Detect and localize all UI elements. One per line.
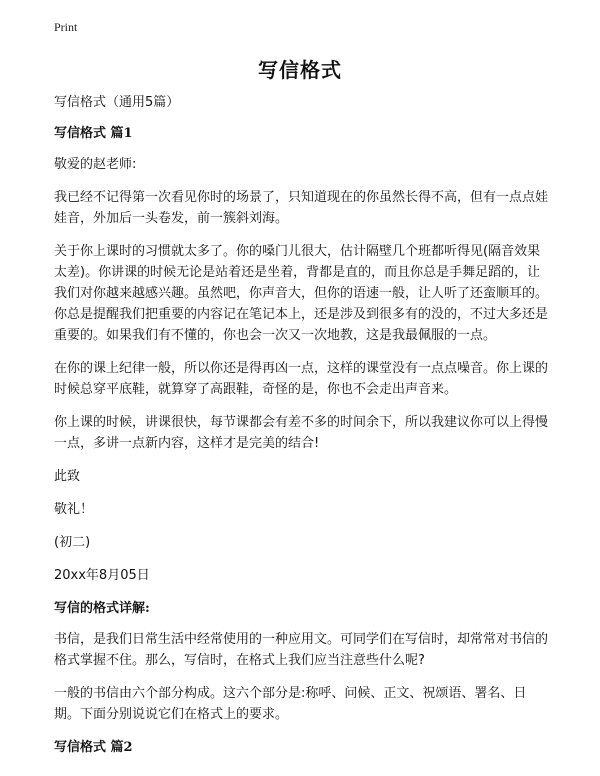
closing-line-1: 此致 xyxy=(54,469,81,484)
salutation: 敬爱的赵老师: xyxy=(54,157,137,172)
section-heading-1: 写信格式 篇1 xyxy=(54,126,133,141)
body-paragraph-1: 我已经不记得第一次看见你时的场景了，只知道现在的你虽然长得不高，但有一点点娃娃音，外加后一头卷发，前一簇斜刘海。 xyxy=(54,190,549,226)
letter-date: 20xx年8月05日 xyxy=(54,568,150,583)
document-subtitle: 写信格式（通用5篇） xyxy=(54,95,180,110)
section-heading-2: 写信格式 篇2 xyxy=(54,740,133,755)
document-title: 写信格式 xyxy=(258,58,342,82)
document-content xyxy=(54,92,548,768)
signature: (初二) xyxy=(54,535,91,550)
body-paragraph-3: 在你的课上纪律一般，所以你还是得再凶一点，这样的课堂没有一点点噪音。你上课的时候总穿平底鞋，就算穿了高跟鞋，奇怪的是，你也不会走出声音来。 xyxy=(54,361,549,397)
explain-paragraph-2: 一般的书信由六个部分构成。这六个部分是:称呼、问候、正文、祝颂语、署名、日期。下面分别说说它们在格式上的要求。 xyxy=(54,686,527,722)
body-paragraph-2: 关于你上课时的习惯就太多了。你的嗓门儿很大，估计隔壁几个班都听得见(隔音效果太差)。你讲课的时候无论是站着还是坐着，背都是直的，而且你总是手舞足蹈的，让我们对你越来越感兴趣。虽然吧，你声音大，但你的语速一般，让人听了还蛮顺耳的。你总是提醒我们把重要的内容记在笔记本上，还是涉及到很多有的没的，不过大多还是重要的。如果我们有不懂的，你也会一次又一次地教，这是我最佩服的一点。 xyxy=(54,244,549,343)
closing-line-2: 敬礼！ xyxy=(54,502,94,517)
explain-heading: 写信的格式详解: xyxy=(54,601,150,616)
explain-paragraph-1: 书信，是我们日常生活中经常使用的一种应用文。可同学们在写信时，却常常对书信的格式掌握不住。那么，写信时，在格式上我们应当注意些什么呢? xyxy=(54,632,549,668)
print-link[interactable]: Print xyxy=(54,20,78,34)
body-paragraph-4: 你上课的时候，讲课很快，每节课都会有差不多的时间余下，所以我建议你可以上得慢一点，多讲一点新内容，这样才是完美的结合! xyxy=(54,415,549,451)
